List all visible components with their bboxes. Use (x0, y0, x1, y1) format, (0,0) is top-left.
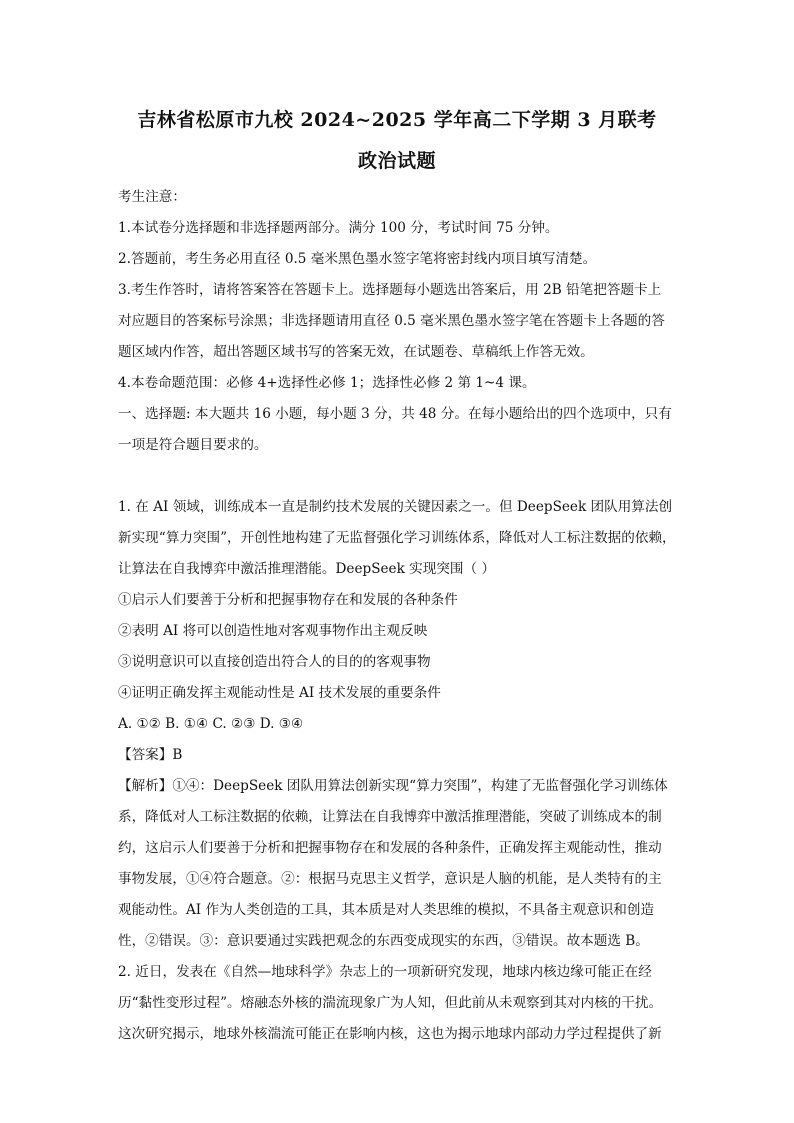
q1-option-4: ④证明正确发挥主观能动性是 AI 技术发展的重要条件 (118, 685, 441, 701)
q1-stem-line-3: 让算法在自我博弈中激活推理潜能。DeepSeek 实现突围（ ） (118, 561, 496, 577)
notice-item-3-line-1: 3.考生作答时，请将答案答在答题卡上。选择题每小题选出答案后，用 2B 铅笔把答题卡上 (118, 282, 662, 298)
notice-heading: 考生注意： (118, 189, 186, 205)
q1-choices: A. ①② B. ①④ C. ②③ D. ③④ (118, 716, 304, 732)
section-heading-line-1: 一、选择题: 本大题共 16 小题，每小题 3 分，共 48 分。在每小题给出的四个选项中，只有 (118, 406, 672, 422)
notice-item-3-line-2: 对应题目的答案标号涂黑；非选择题请用直径 0.5 毫米黑色墨水签字笔在答题卡上各题的答 (118, 313, 665, 329)
notice-item-1: 1.本试卷分选择题和非选择题两部分。满分 100 分，考试时间 75 分钟。 (118, 220, 559, 236)
section-heading-line-2: 一项是符合题目要求的。 (118, 437, 268, 453)
q1-analysis-line-2: 系，降低对人工标注数据的依赖，让算法在自我博弈中激活推理潜能，突破了训练成本的制 (118, 809, 662, 825)
q1-stem-line-2: 新实现“算力突围”，开创性地构建了无监督强化学习训练体系，降低对人工标注数据的依赖， (118, 530, 676, 546)
q1-answer: 【答案】B (118, 747, 183, 763)
q1-option-3: ③说明意识可以直接创造出符合人的目的的客观事物 (118, 654, 431, 670)
q1-stem-line-1: 1. 在 AI 领域，训练成本一直是制约技术发展的关键因素之一。但 DeepSeek 团队用算法创 (118, 499, 673, 515)
q1-analysis-line-3: 约，这启示人们要善于分析和把握事物存在和发展的各种条件，正确发挥主观能动性，推动 (118, 840, 662, 856)
notice-item-3-line-3: 题区域内作答，超出答题区域书写的答案无效，在试题卷、草稿纸上作答无效。 (118, 344, 594, 360)
q2-stem-line-3: 这次研究揭示，地球外核湍流可能正在影响内核，这也为揭示地球内部动力学过程提供了新 (118, 1026, 662, 1042)
notice-item-2: 2.答题前，考生务必用直径 0.5 毫米黑色墨水签字笔将密封线内项目填写清楚。 (118, 251, 597, 267)
q1-analysis-line-6: 性，②错误。③：意识要通过实践把观念的东西变成现实的东西，③错误。故本题选 B。 (118, 933, 649, 949)
q1-option-2: ②表明 AI 将可以创造性地对客观事物作出主观反映 (118, 623, 428, 639)
document-subtitle: 政治试题 (357, 150, 436, 172)
notice-item-4: 4.本卷命题范围：必修 4+选择性必修 1；选择性必修 2 第 1~4 课。 (118, 375, 536, 391)
q1-option-1: ①启示人们要善于分析和把握事物存在和发展的各种条件 (118, 592, 458, 608)
q1-analysis-line-1: 【解析】①④：DeepSeek 团队用算法创新实现“算力突围”，构建了无监督强化学习训练体 (118, 778, 668, 794)
document-title: 吉林省松原市九校 2024~2025 学年高二下学期 3 月联考 (137, 109, 657, 131)
q2-stem-line-2: 历“黏性变形过程”。熔融态外核的湍流现象广为人知，但此前从未观察到其对内核的干扰。 (118, 995, 663, 1011)
q1-analysis-line-5: 观能动性。AI 作为人类创造的工具，其本质是对人类思维的模拟，不具备主观意识和创造 (118, 902, 655, 918)
q2-stem-line-1: 2. 近日，发表在《自然—地球科学》杂志上的一项新研究发现，地球内核边缘可能正在经 (118, 964, 652, 980)
q1-analysis-line-4: 事物发展，①④符合题意。②：根据马克思主义哲学，意识是人脑的机能，是人类特有的主 (118, 871, 662, 887)
